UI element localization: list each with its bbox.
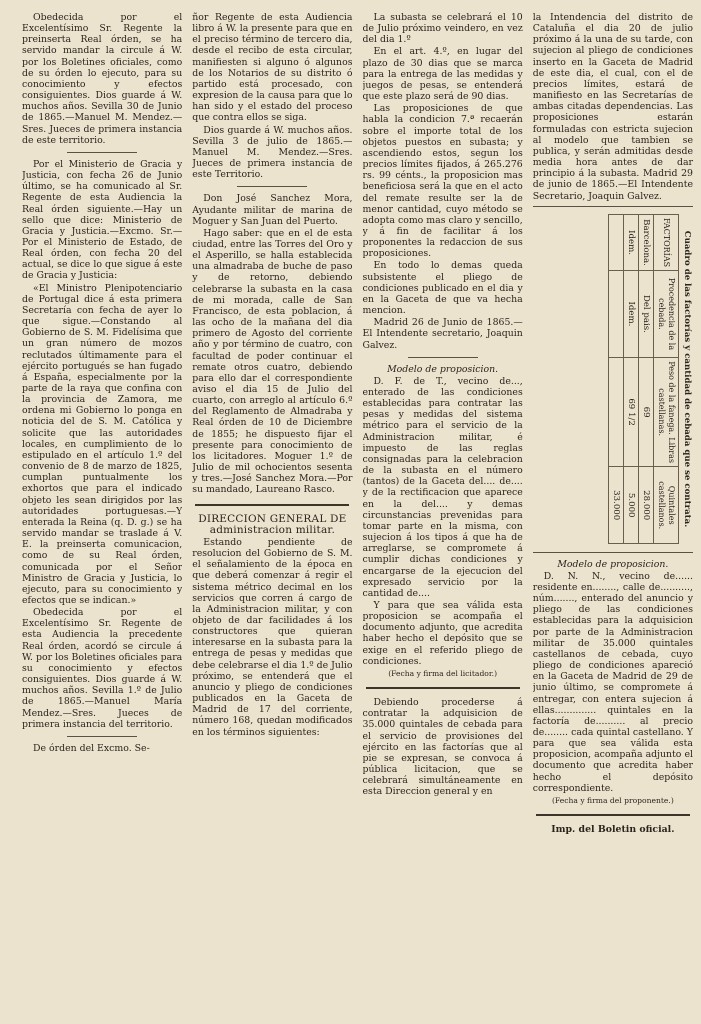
table-cell: 69 1/2 [623, 357, 638, 467]
column-4 [533, 12, 693, 1018]
table-header: Quintales castellanos. [653, 467, 678, 544]
paragraph: «El Ministro Plenipotenciario de Portugal dice á esta primera Secretaría con fecha de ayer lo que sigue.—Constando al Gobierno de S. M. Fidelísima que un gran número de mozos reclutados últimamente para el ejército portugués se han fugado á España, especialmente por la parte de la raya que confina con la provincia de Zamora, me ordena mi Gobierno lo ponga en noticia del de S. M. Católica y solicite que las autoridades locales, en cumplimiento de lo estipulado en el artículo 1.º del convenio de 8 de marzo de 1825, cumplan puntualmente los exhortos que para el indicado objeto les sean dirigidos por las autoridades portuguesas.—Y enterada la Reina (q. D. g.) se ha servido mandar se traslade á V. E. la preinserta comunicacion, como de su Real órden, comunicada por el Señor Ministro de Gracia y Justicia, lo ejecuto, para su conocimiento y efectos que se indican.» [22, 282, 183, 606]
paragraph: ñor Regente de esta Audiencia libro á W. la presente para que en el preciso término de tercero dia, desde el recibo de esta circular, manifiesten si alguno ó algunos de los Notarios de su distrito ó partido está procesado, con expresion de la causa para que lo han sido y el estado del proceso que contra ellos se siga. [192, 12, 353, 124]
paragraph: Debiendo procederse á contratar la adquisicion de 35.000 quintales de cebada para el servicio de provisiones del ejército en las factorías que al pie se expresan, se convoca á pública licitacion, que se celebrará simultáneamente en esta Direccion general y en [362, 697, 523, 798]
table-header: Procedencia de la cebada. [653, 271, 678, 358]
divider [237, 186, 307, 187]
section-divider [366, 687, 520, 689]
paragraph: D. N. N., vecino de...... residente en........, calle de.........., núm......., enterado del anuncio y pliego de las condiciones establecidas para la adquisicion por parte de la Administracion militar de 35.000 quintales castellanos de cebada, cuyo pliego de condiciones apareció en la Gaceta de Madrid de 29 de junio último, se compromete á entregar, con entera sujecion á ellas.............. quintales en la factoría de.......... al precio de........ cada quintal castellano. Y para que sea válida esta proposicion, acompaña adjunto el documento que acredita haber hecho el depósito correspondiente. [532, 570, 693, 794]
column-3 [363, 12, 523, 1018]
paragraph: Y para que sea válida esta proposicion se acompaña el documento adjunto, que acredita haber hecho el depósito que se exige en el referido pliego de condiciones. [362, 599, 523, 667]
section-divider [536, 814, 690, 816]
paragraph: Obedecida por el Excelentísimo Sr. Regente la preinserta Real órden, se ha servido mandar la circule á W. por los Boletines oficiales, como de su órden lo ejecuto, para su conocimiento y efectos consiguientes. Dios guarde á W. muchos años. Sevilla 30 de Junio de 1865.—Manuel M. Mendez.—Sres. Jueces de primera instancia de este territorio. [22, 12, 183, 146]
imprint: Imp. del Boletin oficial. [551, 824, 675, 836]
table-title: Cuadro de las factorías y cantidad de cebada que se contrata. [681, 230, 692, 528]
table-row [638, 215, 653, 544]
section-divider [195, 504, 349, 506]
column-2 [192, 12, 352, 1018]
table-cell: Del pais. [638, 271, 653, 358]
paragraph: De órden del Excmo. Se- [33, 742, 150, 754]
table-cell: 69 [638, 357, 653, 467]
table-total: 33.000 [608, 467, 623, 544]
paragraph: D. F. de T., vecino de..., enterado de las condiciones establecidas para contratar las pesas y medidas del sistema métrico para el servicio de la Administracion militar, é impuesto de las reglas consignadas para la celebracion de la subasta en el número (tantos) de la Gaceta del.... de.... y de la rectificacion que aparece en la del.... y demas circunstancias prevenidas para tomar parte en la misma, con sujecion á los tipos á que ha de arreglarse, se compromete á cumplir dichas condiciones y encargarse de la ejecucion del expresado servicio por la cantidad de.... [362, 375, 523, 599]
signature-note: (Fecha y firma del licitador.) [388, 668, 498, 678]
paragraph: Por el Ministerio de Gracia y Justicia, con fecha 26 de Junio último, se ha comunicado al Sr. Regente de esta Audiencia la Real órden siguiente.—Hay un sello que dice: Ministerio de Gracia y Justicia.—Excmo. Sr.—Por el Ministerio de Estado, de Real órden, con fecha 20 del actual, se dice lo que sigue á este de Gracia y Justicia: [22, 158, 183, 282]
divider [408, 357, 478, 358]
column-1 [22, 12, 182, 1018]
paragraph: Don José Sanchez Mora, Ayudante militar de marina de Moguer y San Juan del Puerto. [192, 193, 353, 227]
paragraph: Estando pendiente de resolucion del Gobierno de S. M. el señalamiento de la época en que deberá comenzar á regir el sistema métrico decimal en los servicios que corren á cargo de la Administracion militar, y con objeto de dar facilidades á los constructores que quieran interesarse en la subasta para la entrega de pesas y medidas que debe celebrarse el dia 1.º de Julio próximo, se entenderá que el anuncio y pliego de condiciones publicados en la Gaceta de Madrid de 17 del corriente, número 168, quedan modificados en los términos siguientes: [192, 536, 353, 738]
divider [67, 152, 137, 153]
paragraph: En todo lo demas queda subsistente el pliego de condiciones publicado en el dia y en la Gaceta de que va hecha mencion. [362, 260, 523, 317]
section-heading: DIRECCION GENERAL DE administracion militar. [198, 512, 347, 536]
factories-table [534, 214, 692, 544]
paragraph: En el art. 4.º, en lugar del plazo de 30 dias que se marca para la entrega de las medidas y juegos de pesas, se entenderá que este plazo será de 90 dias. [362, 46, 523, 103]
paragraph: la Intendencia del distrito de Cataluña el dia 20 de julio próximo á la una de su tarde, con sujecion al pliego de condiciones inserto en la Gaceta de Madrid de este dia, el cual, con el de precios límites, estará de manifiesto en las Secretarías de ambas citadas dependencias. Las proposiciones estarán formuladas con estricta sujecion al modelo que tambien se publica, y serán admitidas desde media hora antes de dar principio á la subasta. Madrid 29 de junio de 1865.—El Intendente Secretario, Joaquin Galvez. [532, 12, 693, 202]
divider [67, 736, 137, 737]
table-total-row [608, 215, 623, 544]
table-cell: Barcelona. [638, 215, 653, 271]
table-cell: Idem. [623, 215, 638, 271]
table-header: Peso de la fanega. Libras castellanas. [653, 357, 678, 467]
paragraph: Dios guarde á W. muchos años. Sevilla 3 de julio de 1865.—Manuel M. Mendez.—Sres. Jueces de primera instancia de este Territorio. [192, 124, 353, 181]
paragraph: Hago saber: que en el de esta ciudad, entre las Torres del Oro y el Asperillo, se halla establecida una almadraba de buche de paso y de retorno, debiendo celebrarse la subasta en la casa de mi morada, calle de San Francisco, de esta poblacion, á las ocho de la mañana del dia primero de Agosto del corriente año y por término de cuatro, con facultad de poder continuar el remate otros cuatro, debiendo para ello dar el correspondiente aviso el dia 15 de Julio del cuarto, con arreglo al artículo 6.º del Reglamento de Almadraba y Real órden de 10 de Diciembre de 1855; he dispuesto fijar el presente para conocimiento de los licitadores. Moguer 1.º de Julio de mil ochocientos sesenta y tres.—José Sanchez Mora.—Por su mandado, Laureano Rasco. [192, 227, 353, 496]
table-cell: 28.000 [638, 467, 653, 544]
paragraph: Madrid 26 de Junio de 1865.—El Intendente secretario, Joaquin Galvez. [362, 317, 523, 351]
table-header-row [653, 215, 678, 544]
subheading: Modelo de proposicion. [387, 363, 499, 375]
signature-note: (Fecha y firma del proponente.) [551, 795, 674, 805]
rotated-table-container [533, 206, 693, 553]
table-cell: Idem. [623, 271, 638, 358]
table-cell: 5.000 [623, 467, 638, 544]
paragraph: La subasta se celebrará el 10 de Julio próximo veindero, en vez del dia 1.º [362, 12, 523, 46]
paragraph: Obedecida por el Excelentísimo Sr. Regente de esta Audiencia la precedente Real órden, acordó se circule á W. por los Boletines oficiales para su conocimiento y efectos consiguientes. Dios guarde á W. muchos años. Sevilla 1.º de Julio de 1865.—Manuel María Mendez.—Sres. Jueces de primera instancia del territorio. [22, 607, 183, 730]
table-row [623, 215, 638, 544]
table-header: FACTORÍAS [653, 215, 678, 271]
subheading: Modelo de proposicion. [557, 558, 669, 570]
paragraph: Las proposiciones de que habla la condicion 7.ª recaerán sobre el importe total de los objetos puestos en subasta; y ascendiendo estos, segun los precios límites fijados, á 265.276 rs. 99 cénts., la proposicion mas beneficiosa será la que en el acto del remate resulte ser la de menor cantidad, cuyo método se adopta como mas claro y sencillo, y á fin de facilitar á los proponentes la redaccion de sus proposiciones. [362, 103, 523, 260]
